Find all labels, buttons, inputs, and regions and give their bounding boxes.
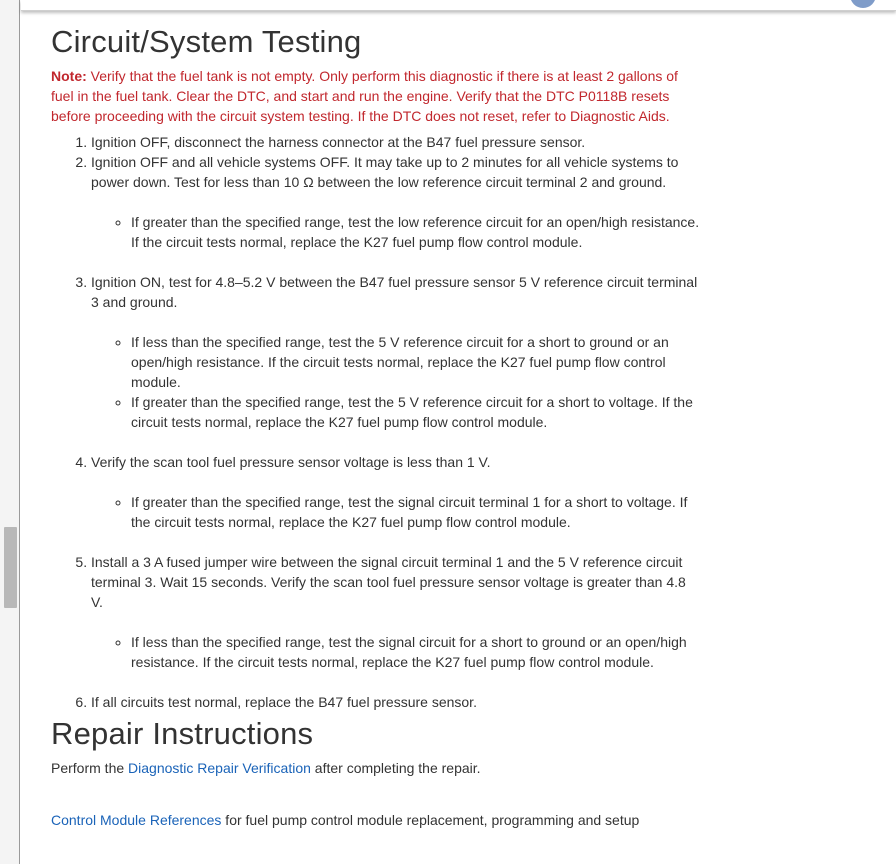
test-step-text: If all circuits test normal, replace the B47 fuel pressure sensor. [91, 694, 477, 710]
section-title-circuit-testing: Circuit/System Testing [51, 24, 362, 59]
control-module-references-link[interactable]: Control Module References [51, 812, 222, 828]
user-avatar[interactable] [850, 0, 876, 8]
repair-verification-text [51, 758, 701, 778]
sub-step: ◦ If greater than the specified range, test the signal circuit terminal 1 for a short to voltage. If the circuit tests normal, replace the K27 fuel pump flow control module. [131, 492, 701, 532]
note-text: Verify that the fuel tank is not empty. Only perform this diagnostic if there is at least 2 gallons of fuel in the fuel tank. Clear the DTC, and start and run the engine. Verify that the DTC P0118B resets before proceeding with the circuit system testing. If the DTC does not reset, refer to Diagnostic Aids. [51, 68, 678, 124]
module-references-text [51, 810, 701, 830]
scrollbar-thumb[interactable] [4, 527, 17, 608]
test-step [91, 552, 701, 672]
main-content [51, 20, 701, 830]
sub-step: ◦ If less than the specified range, test the signal circuit for a short to ground or an open/high resistance. If the circuit tests normal, replace the K27 fuel pump flow control module. [131, 632, 701, 672]
sub-step: ◦ If less than the specified range, test the 5 V reference circuit for a short to ground or an open/high resistance. If the circuit tests normal, replace the K27 fuel pump flow control module. [131, 332, 701, 392]
perform-suffix: after completing the repair. [310, 760, 481, 776]
sub-step: ◦ If greater than the specified range, test the low reference circuit for an open/high resistance. If the circuit tests normal, replace the K27 fuel pump flow control module. [131, 212, 701, 252]
test-step [91, 692, 701, 712]
test-steps-list [51, 132, 701, 712]
sub-step-list [91, 212, 701, 252]
note-block [51, 66, 701, 126]
test-step-text: Ignition OFF, disconnect the harness connector at the B47 fuel pressure sensor. [91, 134, 586, 150]
test-step-text: Install a 3 A fused jumper wire between the signal circuit terminal 1 and the 5 V reference circuit terminal 3. Wait 15 seconds. Verify the scan tool fuel pressure sensor voltage is greater than 4.8 V. [91, 554, 686, 610]
test-step-text: Ignition OFF and all vehicle systems OFF. It may take up to 2 minutes for all vehicle systems to power down. Test for less than 10 Ω between the low reference circuit terminal 2 and ground. [91, 154, 679, 190]
note-label: Note: [51, 68, 87, 84]
test-step-text: Ignition ON, test for 4.8–5.2 V between the B47 fuel pressure sensor 5 V reference circuit terminal 3 and ground. [91, 274, 698, 310]
test-step-text: Verify the scan tool fuel pressure sensor voltage is less than 1 V. [91, 454, 491, 470]
sub-step: ◦ If greater than the specified range, test the 5 V reference circuit for a short to voltage. If the circuit tests normal, replace the K27 fuel pump flow control module. [131, 392, 701, 432]
header-bar [21, 0, 896, 11]
sub-step-list [91, 632, 701, 672]
sub-step-list [91, 332, 701, 432]
test-step [91, 272, 701, 432]
diagnostic-repair-verification-link[interactable]: Diagnostic Repair Verification [128, 760, 311, 776]
test-step [91, 132, 701, 152]
window-left-edge [0, 0, 20, 864]
section-title-repair-instructions: Repair Instructions [51, 716, 314, 751]
test-step [91, 452, 701, 532]
references-suffix: for fuel pump control module replacement, programming and setup [221, 812, 640, 828]
sub-step-list [91, 492, 701, 532]
test-step [91, 152, 701, 252]
perform-prefix: Perform the [51, 760, 129, 776]
